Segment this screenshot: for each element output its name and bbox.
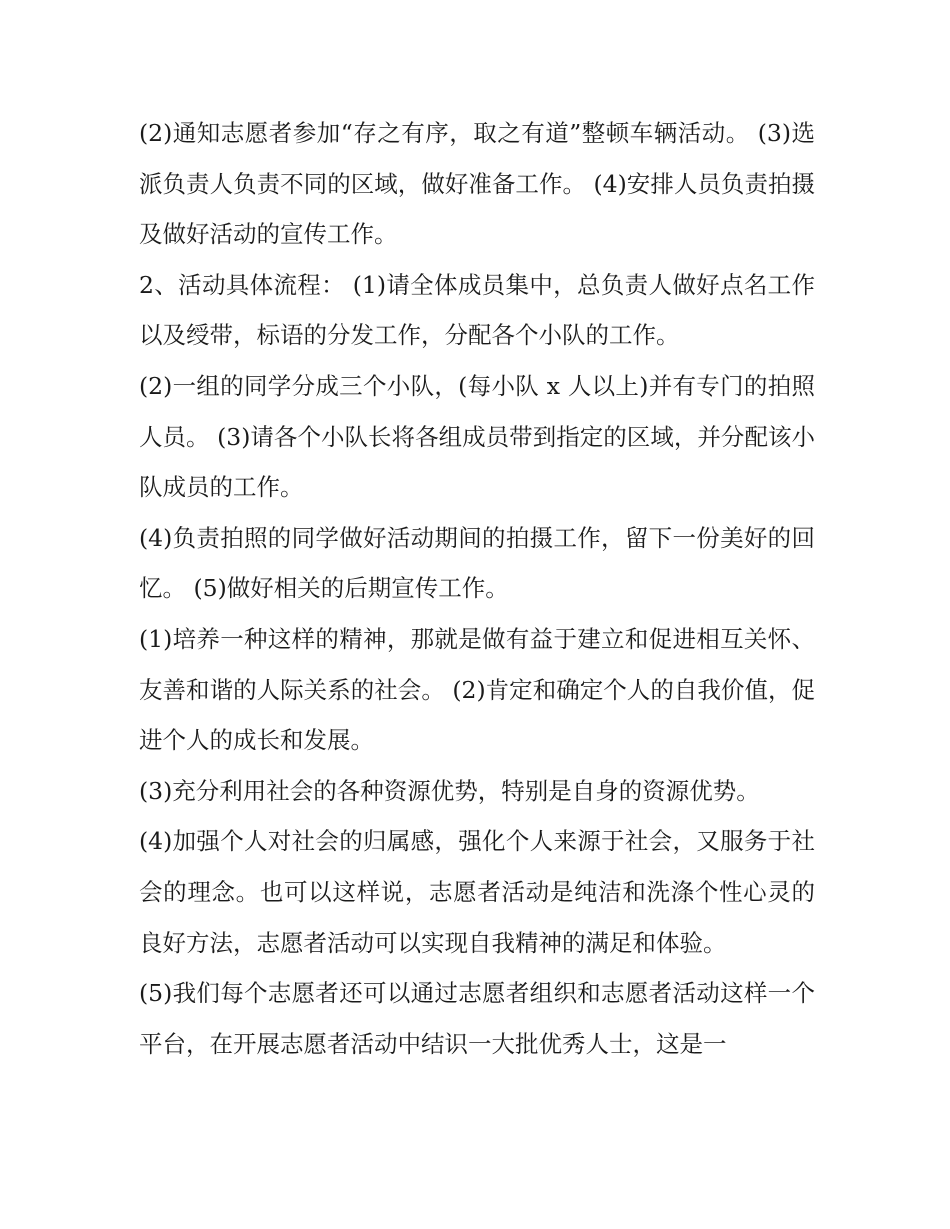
paragraph-7: (4)加强个人对社会的归属感，强化个人来源于社会，又服务于社会的理念。也可以这样说，志愿者活动是纯洁和洗涤个性心灵的良好方法，志愿者活动可以实现自我精神的满足和体验。 <box>139 827 815 957</box>
paragraph-4: (4)负责拍照的同学做好活动期间的拍摄工作，留下一份美好的回忆。 (5)做好相关的后期宣传工作。 <box>139 523 815 603</box>
paragraph-5: (1)培养一种这样的精神，那就是做有益于建立和促进相互关怀、友善和谐的人际关系的社会。 (2)肯定和确定个人的自我价值，促进个人的成长和发展。 <box>139 624 815 755</box>
paragraph-2: 2、活动具体流程： (1)请全体成员集中，总负责人做好点名工作以及绶带，标语的分发工作，分配各个小队的工作。 <box>139 270 815 350</box>
paragraph-3: (2)一组的同学分成三个小队，(每小队 x 人以上)并有专门的拍照人员。 (3)请各个小队长将各组成员带到指定的区域，并分配该小队成员的工作。 <box>139 371 815 502</box>
paragraph-8: (5)我们每个志愿者还可以通过志愿者组织和志愿者活动这样一个平台，在开展志愿者活动中结识一大批优秀人士，这是一 <box>139 979 815 1058</box>
paragraph-6: (3)充分利用社会的各种资源优势，特别是自身的资源优势。 <box>139 776 760 805</box>
paragraph-1: (2)通知志愿者参加“存之有序，取之有道”整顿车辆活动。 (3)选派负责人负责不同的区域，做好准备工作。 (4)安排人员负责拍摄及做好活动的宣传工作。 <box>139 119 815 249</box>
document-body <box>139 108 815 1069</box>
